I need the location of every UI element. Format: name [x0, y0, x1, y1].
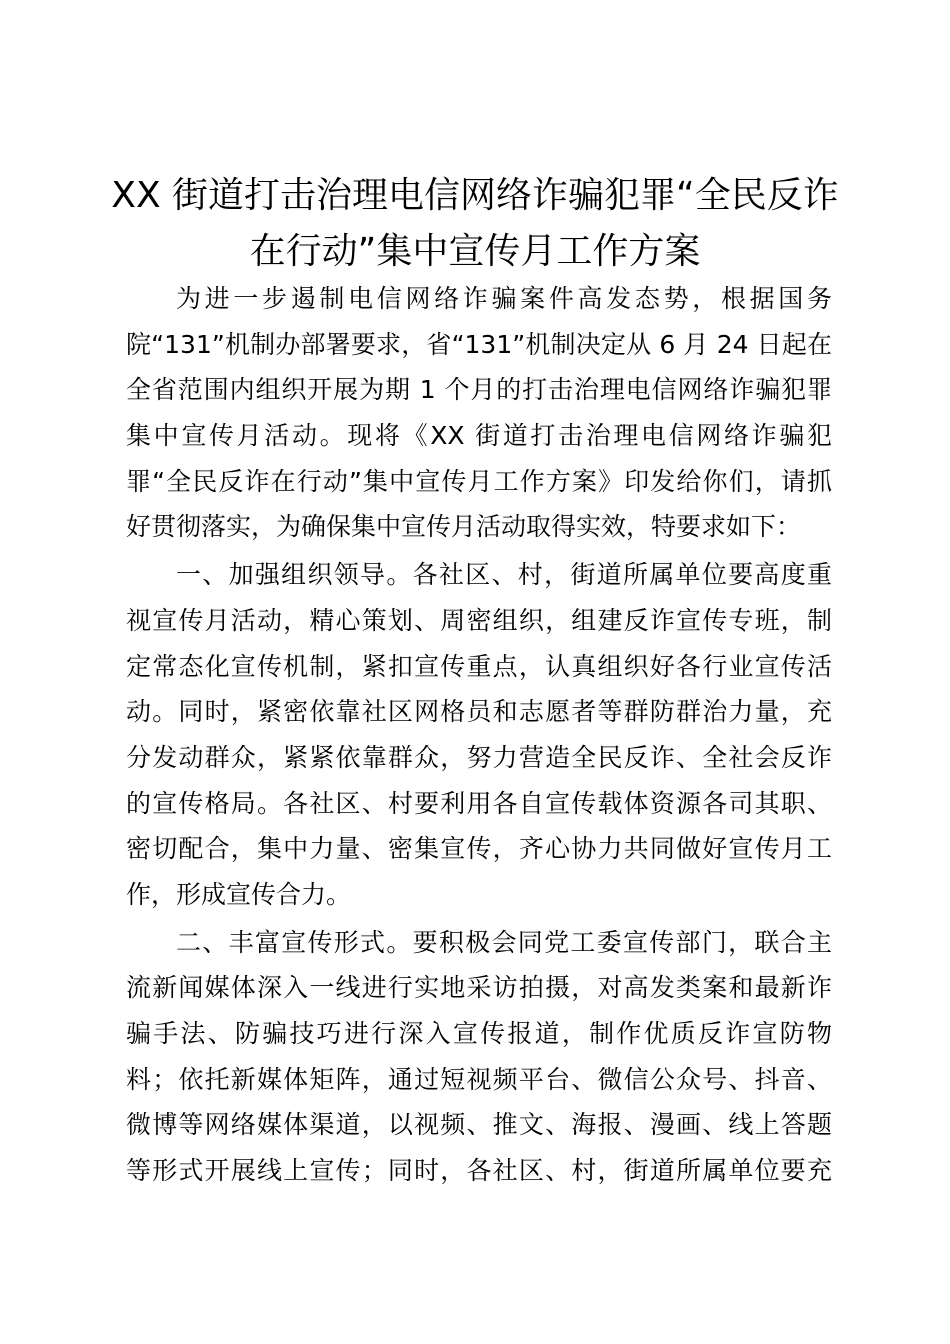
text-line: 流新闻媒体深入一线进行实地采访拍摄，对高发类案和最新诈: [126, 973, 832, 1003]
paragraph-section-1: [126, 552, 832, 918]
text-line: 动。同时，紧密依靠社区网格员和志愿者等群防群治力量，充: [126, 697, 832, 727]
text-line: 视宣传月活动，精心策划、周密组织，组建反诈宣传专班，制: [126, 605, 832, 635]
paragraph-intro: [126, 276, 832, 550]
text-line: 好贯彻落实，为确保集中宣传月活动取得实效，特要求如下：: [126, 512, 802, 542]
text-line: 为进一步遏制电信网络诈骗案件高发态势，根据国务: [176, 284, 832, 313]
document-title: [100, 168, 850, 280]
text-line: 等形式开展线上宣传；同时，各社区、村，街道所属单位要充: [126, 1156, 832, 1186]
text-line: 全省范围内组织开展为期 1 个月的打击治理电信网络诈骗犯罪: [126, 375, 832, 405]
text-line: 罪“全民反诈在行动”集中宣传月工作方案》印发给你们，请抓: [126, 466, 832, 496]
text-line: 二、丰富宣传形式。要积极会同党工委宣传部门，联合主: [176, 927, 832, 957]
text-line: 微博等网络媒体渠道，以视频、推文、海报、漫画、线上答题: [126, 1110, 832, 1140]
text-line: 分发动群众，紧紧依靠群众，努力营造全民反诈、全社会反诈: [126, 742, 832, 772]
text-line: 的宣传格局。各社区、村要利用各自宣传载体资源各司其职、: [126, 788, 832, 818]
text-line: 一、加强组织领导。各社区、村，街道所属单位要高度重: [176, 560, 832, 590]
text-line: 院“131”机制办部署要求，省“131”机制决定从 6 月 24 日起在: [126, 329, 832, 359]
title-line: 在行动”集中宣传月工作方案: [249, 231, 701, 272]
title-line: XX 街道打击治理电信网络诈骗犯罪“全民反诈: [111, 175, 839, 216]
paragraph-section-2: [126, 920, 832, 1194]
text-line: 密切配合，集中力量、密集宣传，齐心协力共同做好宣传月工: [126, 834, 832, 864]
text-line: 骗手法、防骗技巧进行深入宣传报道，制作优质反诈宣防物: [126, 1019, 832, 1048]
document-body: [126, 276, 832, 1196]
text-line: 集中宣传月活动。现将《XX 街道打击治理电信网络诈骗犯: [126, 421, 832, 451]
text-line: 料；依托新媒体矩阵，通过短视频平台、微信公众号、抖音、: [126, 1064, 832, 1094]
text-line: 定常态化宣传机制，紧扣宣传重点，认真组织好各行业宣传活: [126, 651, 832, 681]
text-line: 作，形成宣传合力。: [126, 879, 352, 909]
